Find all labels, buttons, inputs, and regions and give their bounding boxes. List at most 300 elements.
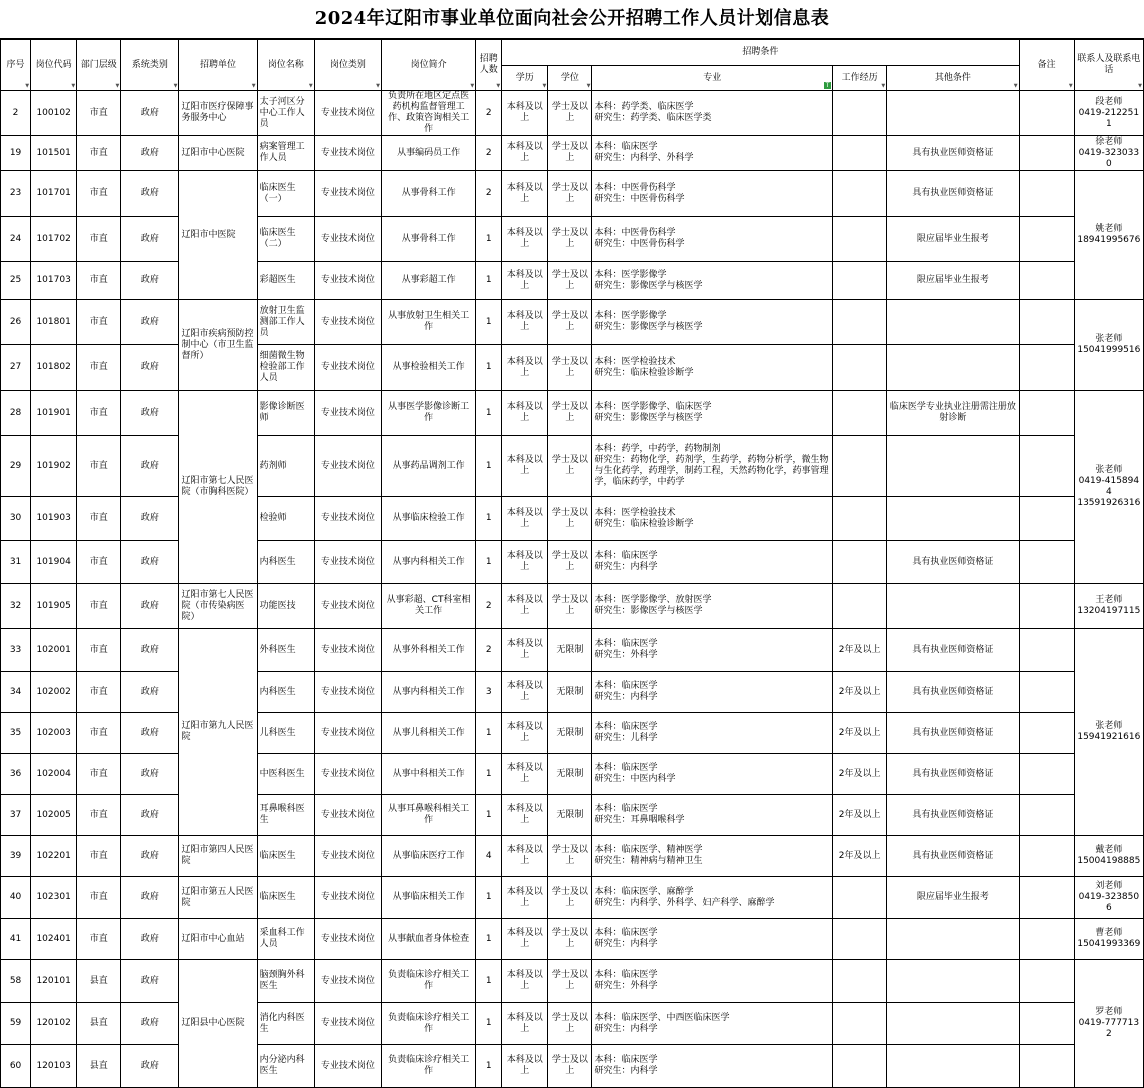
cell-experience	[833, 497, 887, 541]
cell-education: 本科及以上	[502, 584, 548, 629]
cell-degree: 学士及以上	[548, 497, 592, 541]
cell-post-name: 影像诊断医师	[257, 391, 314, 436]
cell-contact: 王老师 13204197115	[1074, 584, 1143, 629]
cell-education: 本科及以上	[502, 497, 548, 541]
cell-post-name: 临床医生（二）	[257, 217, 314, 262]
cell-seq: 25	[1, 262, 31, 300]
cell-count: 2	[476, 91, 502, 136]
cell-post-type: 专业技术岗位	[314, 1003, 381, 1045]
cell-seq: 26	[1, 300, 31, 345]
cell-contact: 张老师 15941921616	[1074, 629, 1143, 836]
cell-level: 市直	[77, 919, 121, 960]
cell-post-desc: 负责临床诊疗相关工作	[381, 960, 475, 1003]
header-education[interactable]: 学历 ▼	[502, 66, 548, 91]
cell-post-name: 脑颈胸外科医生	[257, 960, 314, 1003]
cell-major: 本科：医学检验技术 研究生：临床检验诊断学	[592, 345, 833, 391]
cell-post-desc: 负责所在地区定点医药机构监督管理工作、政策咨询相关工作	[381, 91, 475, 136]
cell-count: 1	[476, 262, 502, 300]
cell-post-name: 采血科工作人员	[257, 919, 314, 960]
cell-category: 政府	[121, 262, 179, 300]
cell-post-type: 专业技术岗位	[314, 629, 381, 672]
cell-code: 102002	[31, 672, 77, 713]
cell-post-name: 外科医生	[257, 629, 314, 672]
cell-remark	[1019, 171, 1074, 217]
cell-experience	[833, 584, 887, 629]
header-contact[interactable]: 联系人及联系电话 ▼	[1074, 40, 1143, 91]
cell-post-type: 专业技术岗位	[314, 436, 381, 497]
table-row	[1, 795, 1144, 836]
cell-code: 101905	[31, 584, 77, 629]
cell-experience	[833, 91, 887, 136]
cell-education: 本科及以上	[502, 541, 548, 584]
cell-code: 101904	[31, 541, 77, 584]
table-row	[1, 262, 1144, 300]
header-post-name[interactable]: 岗位名称 ▼	[257, 40, 314, 91]
cell-post-desc: 从事中科相关工作	[381, 754, 475, 795]
cell-seq: 58	[1, 960, 31, 1003]
cell-category: 政府	[121, 136, 179, 171]
cell-post-desc: 从事骨科工作	[381, 171, 475, 217]
table-row	[1, 497, 1144, 541]
cell-level: 市直	[77, 391, 121, 436]
cell-education: 本科及以上	[502, 262, 548, 300]
cell-seq: 23	[1, 171, 31, 217]
cell-category: 政府	[121, 1045, 179, 1088]
cell-degree: 学士及以上	[548, 1045, 592, 1088]
cell-remark	[1019, 136, 1074, 171]
table-row	[1, 1045, 1144, 1088]
cell-count: 1	[476, 541, 502, 584]
cell-education: 本科及以上	[502, 836, 548, 877]
cell-count: 1	[476, 497, 502, 541]
header-experience[interactable]: 工作经历 ▼	[833, 66, 887, 91]
cell-experience: 2年及以上	[833, 836, 887, 877]
cell-degree: 学士及以上	[548, 300, 592, 345]
cell-seq: 2	[1, 91, 31, 136]
cell-other	[887, 436, 1019, 497]
cell-unit: 辽阳市第九人民医院	[179, 629, 257, 836]
cell-major: 本科：临床医学 研究生：耳鼻咽喉科学	[592, 795, 833, 836]
cell-remark	[1019, 300, 1074, 345]
cell-degree: 学士及以上	[548, 541, 592, 584]
cell-post-type: 专业技术岗位	[314, 91, 381, 136]
cell-major: 本科：医学检验技术 研究生：临床检验诊断学	[592, 497, 833, 541]
cell-contact: 段老师 0419-2122511	[1074, 91, 1143, 136]
cell-other	[887, 919, 1019, 960]
cell-category: 政府	[121, 300, 179, 345]
cell-other: 具有执业医师资格证	[887, 629, 1019, 672]
cell-count: 1	[476, 436, 502, 497]
cell-education: 本科及以上	[502, 877, 548, 919]
cell-category: 政府	[121, 919, 179, 960]
cell-degree: 学士及以上	[548, 960, 592, 1003]
cell-code: 120101	[31, 960, 77, 1003]
cell-experience: 2年及以上	[833, 754, 887, 795]
header-degree[interactable]: 学位 ▼	[548, 66, 592, 91]
cell-experience	[833, 171, 887, 217]
cell-count: 2	[476, 584, 502, 629]
cell-post-type: 专业技术岗位	[314, 960, 381, 1003]
cell-experience	[833, 345, 887, 391]
cell-post-desc: 从事临床相关工作	[381, 877, 475, 919]
cell-other	[887, 584, 1019, 629]
cell-post-name: 临床医生	[257, 877, 314, 919]
cell-count: 2	[476, 629, 502, 672]
header-level[interactable]: 部门层级 ▼	[77, 40, 121, 91]
cell-post-desc: 从事献血者身体检查	[381, 919, 475, 960]
cell-post-type: 专业技术岗位	[314, 584, 381, 629]
cell-seq: 33	[1, 629, 31, 672]
cell-contact: 罗老师 0419-7777132	[1074, 960, 1143, 1088]
cell-remark	[1019, 713, 1074, 754]
cell-major: 本科：临床医学、中西医临床医学 研究生：内科学	[592, 1003, 833, 1045]
cell-code: 102201	[31, 836, 77, 877]
cell-count: 1	[476, 345, 502, 391]
cell-other: 具有执业医师资格证	[887, 713, 1019, 754]
cell-post-name: 内科医生	[257, 541, 314, 584]
cell-category: 政府	[121, 91, 179, 136]
cell-remark	[1019, 217, 1074, 262]
cell-experience	[833, 136, 887, 171]
table-row	[1, 629, 1144, 672]
header-conditions: 招聘条件	[502, 40, 1019, 66]
cell-unit: 辽阳县中心医院	[179, 960, 257, 1088]
cell-code: 101501	[31, 136, 77, 171]
cell-post-desc: 从事内科相关工作	[381, 672, 475, 713]
cell-seq: 60	[1, 1045, 31, 1088]
cell-seq: 34	[1, 672, 31, 713]
cell-seq: 41	[1, 919, 31, 960]
cell-post-name: 内分泌内科医生	[257, 1045, 314, 1088]
cell-major: 本科：药学类、临床医学 研究生：药学类、临床医学类	[592, 91, 833, 136]
cell-degree: 学士及以上	[548, 262, 592, 300]
cell-post-desc: 从事医学影像诊断工作	[381, 391, 475, 436]
cell-code: 102001	[31, 629, 77, 672]
cell-degree: 学士及以上	[548, 877, 592, 919]
cell-post-type: 专业技术岗位	[314, 262, 381, 300]
cell-code: 102005	[31, 795, 77, 836]
cell-contact: 姚老师 18941995676	[1074, 171, 1143, 300]
cell-post-desc: 负责临床诊疗相关工作	[381, 1003, 475, 1045]
cell-post-desc: 从事检验相关工作	[381, 345, 475, 391]
cell-post-type: 专业技术岗位	[314, 713, 381, 754]
cell-count: 2	[476, 171, 502, 217]
table-row	[1, 960, 1144, 1003]
cell-seq: 40	[1, 877, 31, 919]
cell-other	[887, 960, 1019, 1003]
cell-category: 政府	[121, 436, 179, 497]
cell-education: 本科及以上	[502, 300, 548, 345]
filter-active-icon[interactable]: T	[825, 82, 830, 89]
table-row	[1, 754, 1144, 795]
cell-major: 本科：中医骨伤科学 研究生：中医骨伤科学	[592, 171, 833, 217]
cell-degree: 学士及以上	[548, 171, 592, 217]
table-row	[1, 345, 1144, 391]
cell-major: 本科：临床医学 研究生：中医内科学	[592, 754, 833, 795]
cell-remark	[1019, 1045, 1074, 1088]
table-row	[1, 713, 1144, 754]
table-row	[1, 919, 1144, 960]
cell-major: 本科：临床医学 研究生：内科学	[592, 919, 833, 960]
cell-level: 市直	[77, 345, 121, 391]
cell-other	[887, 345, 1019, 391]
cell-category: 政府	[121, 217, 179, 262]
header-post-desc[interactable]: 岗位简介 ▼	[381, 40, 475, 91]
cell-experience	[833, 436, 887, 497]
cell-post-type: 专业技术岗位	[314, 754, 381, 795]
cell-code: 102003	[31, 713, 77, 754]
table-row	[1, 136, 1144, 171]
cell-post-name: 消化内科医生	[257, 1003, 314, 1045]
cell-post-name: 临床医生（一）	[257, 171, 314, 217]
cell-post-name: 药剂师	[257, 436, 314, 497]
cell-category: 政府	[121, 1003, 179, 1045]
cell-level: 市直	[77, 795, 121, 836]
cell-level: 县直	[77, 1045, 121, 1088]
cell-post-name: 放射卫生监测部工作人员	[257, 300, 314, 345]
page-title: 2024年辽阳市事业单位面向社会公开招聘工作人员计划信息表	[0, 0, 1144, 39]
cell-level: 市直	[77, 584, 121, 629]
cell-count: 1	[476, 1045, 502, 1088]
table-row	[1, 171, 1144, 217]
cell-post-type: 专业技术岗位	[314, 836, 381, 877]
cell-post-name: 内科医生	[257, 672, 314, 713]
cell-education: 本科及以上	[502, 919, 548, 960]
cell-count: 1	[476, 391, 502, 436]
cell-education: 本科及以上	[502, 672, 548, 713]
cell-other	[887, 1003, 1019, 1045]
cell-post-name: 太子河区分中心工作人员	[257, 91, 314, 136]
table-row	[1, 391, 1144, 436]
cell-education: 本科及以上	[502, 713, 548, 754]
cell-post-name: 检验师	[257, 497, 314, 541]
cell-code: 100102	[31, 91, 77, 136]
cell-category: 政府	[121, 584, 179, 629]
cell-other: 具有执业医师资格证	[887, 541, 1019, 584]
table-row	[1, 217, 1144, 262]
cell-degree: 学士及以上	[548, 436, 592, 497]
cell-category: 政府	[121, 629, 179, 672]
cell-education: 本科及以上	[502, 1003, 548, 1045]
cell-degree: 学士及以上	[548, 91, 592, 136]
cell-other: 具有执业医师资格证	[887, 754, 1019, 795]
cell-other: 具有执业医师资格证	[887, 136, 1019, 171]
cell-remark	[1019, 836, 1074, 877]
cell-major: 本科：临床医学 研究生：内科学	[592, 541, 833, 584]
cell-remark	[1019, 436, 1074, 497]
cell-code: 120103	[31, 1045, 77, 1088]
cell-code: 101903	[31, 497, 77, 541]
cell-seq: 30	[1, 497, 31, 541]
cell-code: 101702	[31, 217, 77, 262]
cell-major: 本科：临床医学、麻醉学 研究生：内科学、外科学、妇产科学、麻醉学	[592, 877, 833, 919]
cell-education: 本科及以上	[502, 171, 548, 217]
cell-count: 2	[476, 136, 502, 171]
cell-major: 本科：临床医学 研究生：外科学	[592, 629, 833, 672]
cell-count: 1	[476, 877, 502, 919]
cell-other: 具有执业医师资格证	[887, 795, 1019, 836]
header-post-type[interactable]: 岗位类别 ▼	[314, 40, 381, 91]
cell-code: 101801	[31, 300, 77, 345]
cell-experience	[833, 262, 887, 300]
cell-degree: 无限制	[548, 672, 592, 713]
cell-post-desc: 从事彩超、CT科室相关工作	[381, 584, 475, 629]
table-row	[1, 672, 1144, 713]
cell-education: 本科及以上	[502, 436, 548, 497]
cell-post-desc: 负责临床诊疗相关工作	[381, 1045, 475, 1088]
cell-unit: 辽阳市中心医院	[179, 136, 257, 171]
cell-category: 政府	[121, 497, 179, 541]
cell-seq: 36	[1, 754, 31, 795]
cell-remark	[1019, 497, 1074, 541]
cell-other: 限应届毕业生报考	[887, 877, 1019, 919]
cell-post-name: 临床医生	[257, 836, 314, 877]
cell-education: 本科及以上	[502, 91, 548, 136]
cell-count: 1	[476, 754, 502, 795]
cell-level: 市直	[77, 836, 121, 877]
header-seq[interactable]: 序号 ▼	[1, 40, 31, 91]
cell-remark	[1019, 91, 1074, 136]
cell-education: 本科及以上	[502, 136, 548, 171]
recruitment-table	[0, 39, 1144, 1088]
cell-remark	[1019, 629, 1074, 672]
cell-category: 政府	[121, 672, 179, 713]
cell-code: 101703	[31, 262, 77, 300]
cell-remark	[1019, 1003, 1074, 1045]
header-major[interactable]: 专业 T	[592, 66, 833, 91]
cell-education: 本科及以上	[502, 629, 548, 672]
cell-experience	[833, 1045, 887, 1088]
cell-degree: 学士及以上	[548, 919, 592, 960]
cell-other	[887, 1045, 1019, 1088]
cell-level: 县直	[77, 960, 121, 1003]
cell-count: 1	[476, 217, 502, 262]
cell-level: 市直	[77, 713, 121, 754]
table-row	[1, 541, 1144, 584]
cell-education: 本科及以上	[502, 1045, 548, 1088]
cell-major: 本科：临床医学 研究生：内科学	[592, 672, 833, 713]
cell-seq: 24	[1, 217, 31, 262]
cell-remark	[1019, 919, 1074, 960]
cell-contact: 张老师 0419-4158944 13591926316	[1074, 391, 1143, 584]
cell-major: 本科：药学，中药学，药物制剂 研究生：药物化学，药剂学，生药学，药物分析学，微生物与生化药学，药理学，制药工程，天然药物化学，药事管理学，临床药学，中药学	[592, 436, 833, 497]
cell-level: 市直	[77, 436, 121, 497]
cell-post-name: 儿科医生	[257, 713, 314, 754]
cell-seq: 31	[1, 541, 31, 584]
cell-category: 政府	[121, 391, 179, 436]
cell-remark	[1019, 754, 1074, 795]
cell-count: 1	[476, 300, 502, 345]
cell-experience: 2年及以上	[833, 713, 887, 754]
cell-post-name: 耳鼻喉科医生	[257, 795, 314, 836]
cell-unit: 辽阳市中心血站	[179, 919, 257, 960]
cell-major: 本科：临床医学 研究生：内科学	[592, 1045, 833, 1088]
header-category[interactable]: 系统类别 ▼	[121, 40, 179, 91]
cell-level: 市直	[77, 136, 121, 171]
cell-degree: 无限制	[548, 754, 592, 795]
cell-post-desc: 从事儿科相关工作	[381, 713, 475, 754]
cell-post-desc: 从事外科相关工作	[381, 629, 475, 672]
cell-code: 102004	[31, 754, 77, 795]
cell-education: 本科及以上	[502, 795, 548, 836]
cell-category: 政府	[121, 345, 179, 391]
cell-post-desc: 从事内科相关工作	[381, 541, 475, 584]
cell-experience: 2年及以上	[833, 795, 887, 836]
cell-post-name: 病案管理工作人员	[257, 136, 314, 171]
cell-remark	[1019, 960, 1074, 1003]
cell-seq: 19	[1, 136, 31, 171]
cell-category: 政府	[121, 795, 179, 836]
cell-remark	[1019, 672, 1074, 713]
cell-major: 本科：中医骨伤科学 研究生：中医骨伤科学	[592, 217, 833, 262]
cell-degree: 学士及以上	[548, 136, 592, 171]
cell-level: 市直	[77, 497, 121, 541]
cell-major: 本科：医学影像学 研究生：影像医学与核医学	[592, 300, 833, 345]
cell-count: 4	[476, 836, 502, 877]
cell-degree: 学士及以上	[548, 1003, 592, 1045]
cell-experience	[833, 1003, 887, 1045]
cell-seq: 28	[1, 391, 31, 436]
cell-level: 市直	[77, 877, 121, 919]
cell-remark	[1019, 584, 1074, 629]
cell-code: 101802	[31, 345, 77, 391]
cell-category: 政府	[121, 171, 179, 217]
cell-other	[887, 300, 1019, 345]
cell-other: 具有执业医师资格证	[887, 171, 1019, 217]
cell-degree: 学士及以上	[548, 584, 592, 629]
cell-degree: 学士及以上	[548, 217, 592, 262]
cell-major: 本科：医学影像学、临床医学 研究生：影像医学与核医学	[592, 391, 833, 436]
cell-count: 1	[476, 795, 502, 836]
cell-level: 市直	[77, 672, 121, 713]
cell-code: 101901	[31, 391, 77, 436]
cell-code: 101902	[31, 436, 77, 497]
cell-post-type: 专业技术岗位	[314, 345, 381, 391]
cell-experience	[833, 877, 887, 919]
cell-post-name: 彩超医生	[257, 262, 314, 300]
cell-seq: 29	[1, 436, 31, 497]
cell-major: 本科：临床医学 研究生：内科学、外科学	[592, 136, 833, 171]
header-code[interactable]: 岗位代码 ▼	[31, 40, 77, 91]
cell-post-type: 专业技术岗位	[314, 877, 381, 919]
cell-experience	[833, 919, 887, 960]
cell-major: 本科：临床医学、精神医学 研究生：精神病与精神卫生	[592, 836, 833, 877]
header-other[interactable]: 其他条件 ▼	[887, 66, 1019, 91]
cell-unit: 辽阳市中医院	[179, 171, 257, 300]
cell-code: 101701	[31, 171, 77, 217]
cell-count: 1	[476, 1003, 502, 1045]
cell-post-type: 专业技术岗位	[314, 497, 381, 541]
cell-other: 限应届毕业生报考	[887, 262, 1019, 300]
cell-degree: 无限制	[548, 629, 592, 672]
cell-category: 政府	[121, 836, 179, 877]
cell-contact: 曹老师 15041993369	[1074, 919, 1143, 960]
cell-category: 政府	[121, 713, 179, 754]
cell-post-type: 专业技术岗位	[314, 672, 381, 713]
cell-seq: 37	[1, 795, 31, 836]
cell-unit: 辽阳市第七人民医院（市胸科医院）	[179, 391, 257, 584]
cell-seq: 27	[1, 345, 31, 391]
header-unit[interactable]: 招聘单位 ▼	[179, 40, 257, 91]
cell-contact: 戴老师 15004198885	[1074, 836, 1143, 877]
cell-remark	[1019, 345, 1074, 391]
cell-post-desc: 从事彩超工作	[381, 262, 475, 300]
cell-post-name: 中医科医生	[257, 754, 314, 795]
cell-education: 本科及以上	[502, 754, 548, 795]
cell-post-desc: 从事药品调剂工作	[381, 436, 475, 497]
header-count[interactable]: 招聘人数 ▼	[476, 40, 502, 91]
header-remark[interactable]: 备注 ▼	[1019, 40, 1074, 91]
